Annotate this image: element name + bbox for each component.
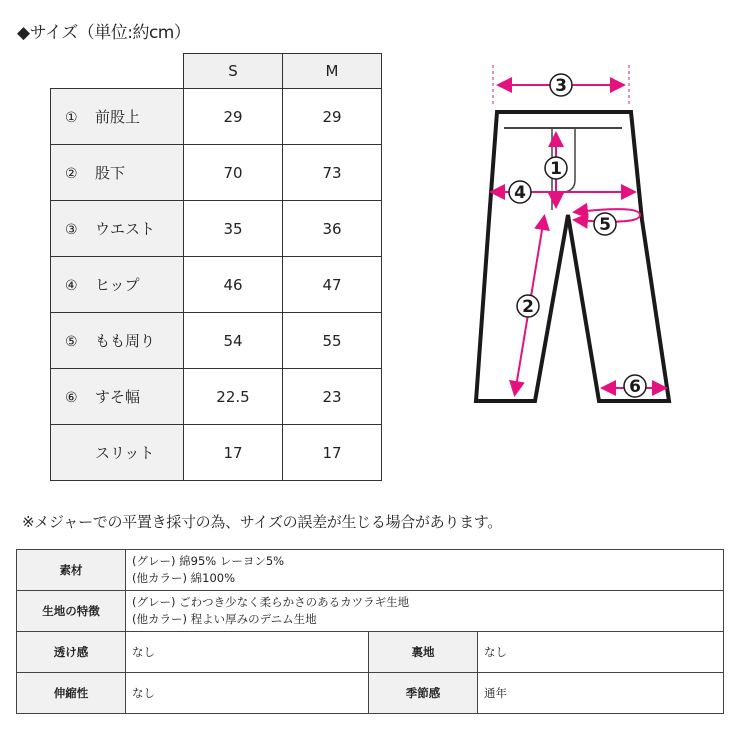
value-s: 22.5 <box>184 369 283 425</box>
marker-5-label: 5 <box>599 215 611 235</box>
row-label: ウエスト <box>95 220 156 238</box>
value-s: 29 <box>184 89 283 145</box>
row-number: ⑤ <box>65 334 78 350</box>
row-label: ヒップ <box>95 276 140 294</box>
value-s: 17 <box>184 425 283 481</box>
row-label: 股下 <box>95 164 126 182</box>
spec-table <box>16 549 724 714</box>
row-label: スリット <box>95 444 155 462</box>
value-m: 23 <box>283 369 382 425</box>
value-s: 70 <box>184 145 283 201</box>
value-m: 17 <box>283 425 382 481</box>
table-row <box>51 201 382 257</box>
row-number: ④ <box>65 278 78 294</box>
row-number: ⑥ <box>65 390 78 406</box>
value-m: 55 <box>283 313 382 369</box>
value-m: 73 <box>283 145 382 201</box>
table-row <box>51 425 382 481</box>
value-m: 36 <box>283 201 382 257</box>
header-blank-cell <box>51 54 184 89</box>
table-row <box>51 257 382 313</box>
size-table-header <box>51 54 382 89</box>
value-s: 46 <box>184 257 283 313</box>
table-row <box>51 369 382 425</box>
spec-row-fabric <box>17 591 724 632</box>
table-row <box>51 145 382 201</box>
value-m: 47 <box>283 257 382 313</box>
size-table <box>50 53 382 481</box>
marker-2-label: 2 <box>522 297 534 317</box>
table-row <box>51 89 382 145</box>
spec-label: 生地の特徴 <box>17 591 126 632</box>
value-s: 54 <box>184 313 283 369</box>
measurement-note: ※メジャーでの平置き採寸の為、サイズの誤差が生じる場合があります。 <box>22 513 502 531</box>
spec-value-line: (他カラー) 綿100% <box>132 571 236 585</box>
spec-value-line: (他カラー) 程よい厚みのデニム生地 <box>132 612 317 626</box>
spec-value-line: (グレー) ごわつき少なく柔らかさのあるカツラギ生地 <box>132 595 410 609</box>
spec-row-sheer-lining <box>17 632 724 673</box>
row-label: 前股上 <box>95 108 141 126</box>
spec-row-material <box>17 550 724 591</box>
header-size-s: S <box>184 54 283 89</box>
spec-value: なし <box>126 673 369 714</box>
spec-value-line: (グレー) 綿95% レーヨン5% <box>132 554 285 568</box>
row-number: ① <box>65 110 78 126</box>
row-number: ③ <box>65 222 78 238</box>
value-s: 35 <box>184 201 283 257</box>
spec-row-stretch-season <box>17 673 724 714</box>
pants-outline-icon <box>476 112 669 401</box>
marker-1-label: 1 <box>550 159 562 179</box>
spec-value: なし <box>478 632 724 673</box>
row-label: もも周り <box>95 332 156 350</box>
row-number: ② <box>65 166 78 182</box>
marker-4-label: 4 <box>514 183 526 203</box>
spec-label: 透け感 <box>17 632 126 673</box>
page-title: ◆サイズ（単位:約cm） <box>17 23 191 43</box>
spec-value: 通年 <box>478 673 724 714</box>
spec-label: 素材 <box>17 550 126 591</box>
marker-6-label: 6 <box>629 377 641 397</box>
spec-label: 伸縮性 <box>17 673 126 714</box>
spec-label: 季節感 <box>369 673 478 714</box>
spec-value: なし <box>126 632 369 673</box>
marker-3-label: 3 <box>555 76 567 96</box>
value-m: 29 <box>283 89 382 145</box>
table-row <box>51 313 382 369</box>
header-size-m: M <box>283 54 382 89</box>
row-label: すそ幅 <box>95 388 141 406</box>
pants-measurement-diagram <box>470 55 710 415</box>
spec-label: 裏地 <box>369 632 478 673</box>
